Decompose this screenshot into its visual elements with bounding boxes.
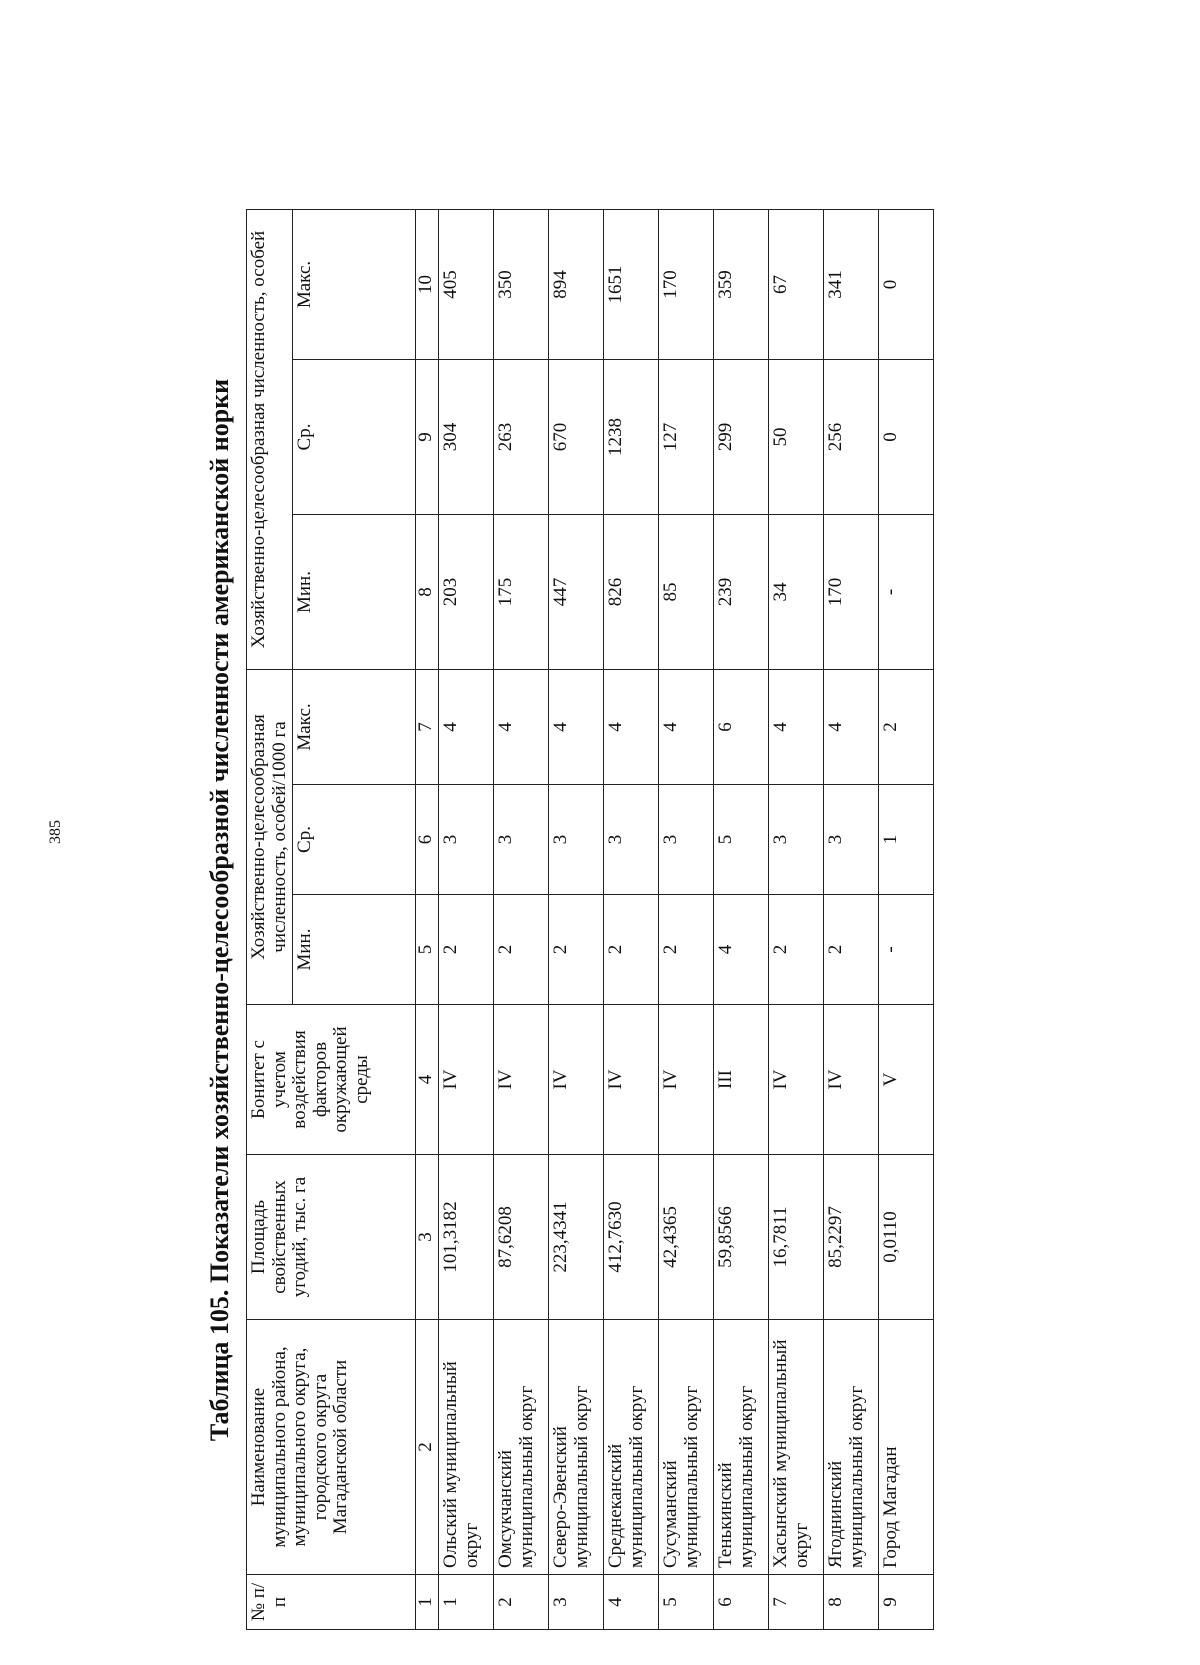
density-max: 4 xyxy=(439,670,494,785)
row-number: 6 xyxy=(714,1575,769,1630)
bonitet-value: IV xyxy=(659,1005,714,1155)
header-area: Площадь свойственных угодий, тыс. га xyxy=(247,1155,416,1320)
header-density-avg: Ср. xyxy=(293,785,416,895)
area-value: 0,0110 xyxy=(879,1155,934,1320)
bonitet-value: IV xyxy=(769,1005,824,1155)
header-density-min: Мин. xyxy=(293,895,416,1005)
density-min: - xyxy=(879,895,934,1005)
density-max: 4 xyxy=(494,670,549,785)
count-min: 85 xyxy=(659,515,714,670)
row-number: 3 xyxy=(549,1575,604,1630)
area-value: 412,7630 xyxy=(604,1155,659,1320)
density-avg: 3 xyxy=(549,785,604,895)
bonitet-value: IV xyxy=(549,1005,604,1155)
count-min: 239 xyxy=(714,515,769,670)
density-min: 2 xyxy=(604,895,659,1005)
count-avg: 263 xyxy=(494,360,549,515)
row-number: 7 xyxy=(769,1575,824,1630)
bonitet-value: IV xyxy=(604,1005,659,1155)
table-title: Таблица 105. Показатели хозяйственно-целесообразной численности американской норки xyxy=(205,378,234,1442)
count-min: 175 xyxy=(494,515,549,670)
count-max: 67 xyxy=(769,210,824,360)
count-max: 894 xyxy=(549,210,604,360)
count-avg: 304 xyxy=(439,360,494,515)
density-min: 2 xyxy=(439,895,494,1005)
count-min: 826 xyxy=(604,515,659,670)
header-row-top xyxy=(247,210,293,1630)
area-value: 16,7811 xyxy=(769,1155,824,1320)
density-avg: 5 xyxy=(714,785,769,895)
table-row xyxy=(714,210,769,1630)
data-table xyxy=(246,209,934,1630)
header-count-min: Мин. xyxy=(293,515,416,670)
density-min: 4 xyxy=(714,895,769,1005)
density-avg: 1 xyxy=(879,785,934,895)
count-max: 350 xyxy=(494,210,549,360)
count-avg: 127 xyxy=(659,360,714,515)
count-min: - xyxy=(879,515,934,670)
table-row xyxy=(494,210,549,1630)
row-number: 8 xyxy=(824,1575,879,1630)
district-name: Тенькинский муниципальный округ xyxy=(714,1320,769,1575)
count-min: 447 xyxy=(549,515,604,670)
header-density-group: Хозяйственно-целесообразная численность, особей/1000 га xyxy=(247,670,293,1005)
district-name: Ягоднинский муниципальный округ xyxy=(824,1320,879,1575)
header-density-max: Макс. xyxy=(293,670,416,785)
density-max: 4 xyxy=(769,670,824,785)
area-value: 87,6208 xyxy=(494,1155,549,1320)
header-num: № п/п xyxy=(247,1575,416,1630)
density-min: 2 xyxy=(824,895,879,1005)
density-avg: 3 xyxy=(769,785,824,895)
area-value: 101,3182 xyxy=(439,1155,494,1320)
column-number: 4 xyxy=(416,1005,439,1155)
count-avg: 0 xyxy=(879,360,934,515)
density-min: 2 xyxy=(549,895,604,1005)
table-row xyxy=(549,210,604,1630)
column-number: 6 xyxy=(416,785,439,895)
page-number: 385 xyxy=(47,820,64,844)
district-name: Сусуманский муниципальный округ xyxy=(659,1320,714,1575)
row-number: 4 xyxy=(604,1575,659,1630)
bonitet-value: III xyxy=(714,1005,769,1155)
density-max: 2 xyxy=(879,670,934,785)
count-avg: 256 xyxy=(824,360,879,515)
table-row xyxy=(659,210,714,1630)
column-number: 3 xyxy=(416,1155,439,1320)
table-row xyxy=(439,210,494,1630)
count-max: 0 xyxy=(879,210,934,360)
header-bonitet: Бонитет с учетом воздействия факторов окружающей среды xyxy=(247,1005,416,1155)
density-max: 4 xyxy=(659,670,714,785)
density-max: 4 xyxy=(549,670,604,785)
column-number: 5 xyxy=(416,895,439,1005)
count-min: 203 xyxy=(439,515,494,670)
density-max: 4 xyxy=(824,670,879,785)
header-count-max: Макс. xyxy=(293,210,416,360)
count-min: 34 xyxy=(769,515,824,670)
column-number: 7 xyxy=(416,670,439,785)
density-avg: 3 xyxy=(604,785,659,895)
district-name: Северо-Эвенский муниципальный округ xyxy=(549,1320,604,1575)
count-max: 341 xyxy=(824,210,879,360)
area-value: 223,4341 xyxy=(549,1155,604,1320)
density-max: 6 xyxy=(714,670,769,785)
density-avg: 3 xyxy=(659,785,714,895)
header-name: Наименование муниципального района, муниципального округа, городского округа Магаданской области xyxy=(247,1320,416,1575)
density-min: 2 xyxy=(769,895,824,1005)
column-number: 10 xyxy=(416,210,439,360)
density-avg: 3 xyxy=(439,785,494,895)
count-max: 359 xyxy=(714,210,769,360)
count-avg: 299 xyxy=(714,360,769,515)
count-max: 170 xyxy=(659,210,714,360)
density-min: 2 xyxy=(494,895,549,1005)
rotated-page-content xyxy=(200,170,1160,1650)
district-name: Омсукчанский муниципальный округ xyxy=(494,1320,549,1575)
table-row xyxy=(769,210,824,1630)
count-max: 405 xyxy=(439,210,494,360)
count-min: 170 xyxy=(824,515,879,670)
row-number: 1 xyxy=(439,1575,494,1630)
density-avg: 3 xyxy=(824,785,879,895)
district-name: Хасынский муниципальный округ xyxy=(769,1320,824,1575)
header-count-group: Хозяйственно-целесообразная численность, особей xyxy=(247,210,293,670)
area-value: 59,8566 xyxy=(714,1155,769,1320)
bonitet-value: IV xyxy=(439,1005,494,1155)
row-number: 9 xyxy=(879,1575,934,1630)
table-row xyxy=(824,210,879,1630)
count-avg: 50 xyxy=(769,360,824,515)
column-number: 8 xyxy=(416,515,439,670)
column-number: 9 xyxy=(416,360,439,515)
district-name: Город Магадан xyxy=(879,1320,934,1575)
density-max: 4 xyxy=(604,670,659,785)
district-name: Среднеканский муниципальный округ xyxy=(604,1320,659,1575)
area-value: 42,4365 xyxy=(659,1155,714,1320)
row-number: 5 xyxy=(659,1575,714,1630)
count-avg: 1238 xyxy=(604,360,659,515)
row-number: 2 xyxy=(494,1575,549,1630)
area-value: 85,2297 xyxy=(824,1155,879,1320)
district-name: Ольский муниципальный округ xyxy=(439,1320,494,1575)
table-row xyxy=(604,210,659,1630)
bonitet-value: V xyxy=(879,1005,934,1155)
bonitet-value: IV xyxy=(494,1005,549,1155)
column-number: 1 xyxy=(416,1575,439,1630)
count-max: 1651 xyxy=(604,210,659,360)
header-count-avg: Ср. xyxy=(293,360,416,515)
density-min: 2 xyxy=(659,895,714,1005)
density-avg: 3 xyxy=(494,785,549,895)
table-row xyxy=(879,210,934,1630)
count-avg: 670 xyxy=(549,360,604,515)
column-number-row xyxy=(416,210,439,1630)
column-number: 2 xyxy=(416,1320,439,1575)
bonitet-value: IV xyxy=(824,1005,879,1155)
